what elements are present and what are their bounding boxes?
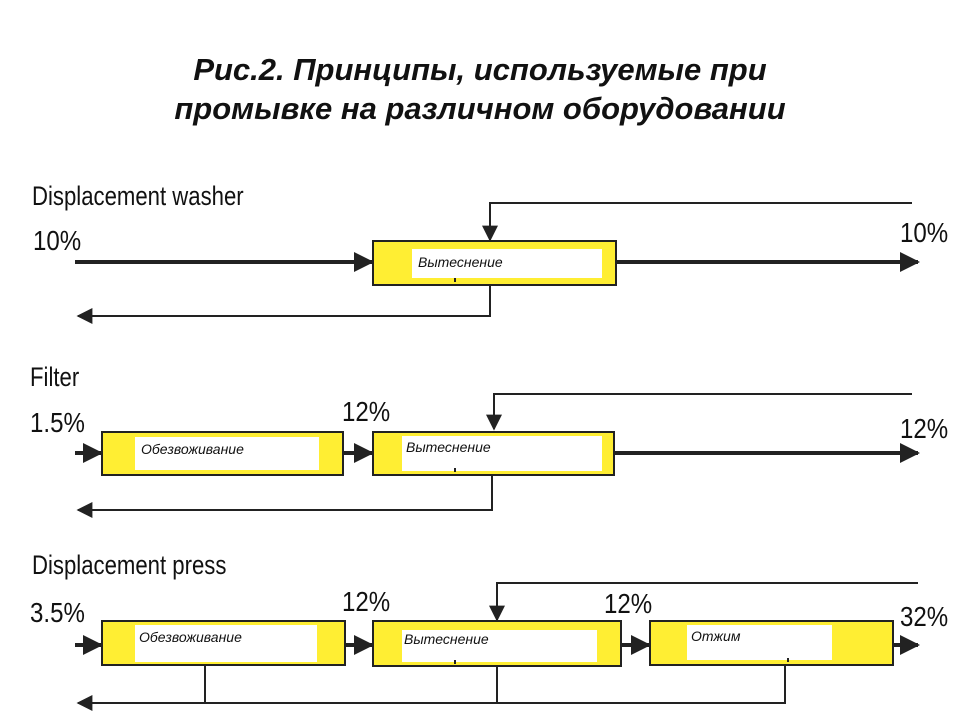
press-mid-consistency-2: 12% [604,588,653,619]
section-heading-displacement-press: Displacement press [32,550,227,580]
stage-label: Вытеснение [404,631,489,647]
washer-stage-displacement [372,240,617,286]
filter-stage-displacement [372,431,615,476]
section-heading-filter: Filter [30,362,80,392]
figure-title-line-2: промывке на различном оборудовании [174,91,786,126]
washer-filtrate-line [78,286,490,316]
stage-tick [454,278,456,282]
filter-wash-water-line [494,394,912,429]
filter-filtrate-line [78,476,492,510]
stage-tick [454,660,456,664]
filter-mid-consistency: 12% [342,396,391,427]
filter-stage-dewatering [101,431,344,476]
press-stage-dewatering [101,620,346,666]
stage-label: Вытеснение [418,254,503,270]
washer-wash-water-line [490,203,912,240]
stage-tick [787,658,789,662]
stage-label: Обезвоживание [139,629,242,645]
stage-label: Отжим [691,628,741,644]
figure-title-line-1: Рис.2. Принципы, используемые при [193,52,767,87]
filter-output-consistency: 12% [900,413,949,444]
washer-output-consistency: 10% [900,217,949,248]
press-mid-consistency-1: 12% [342,586,391,617]
filter-input-consistency: 1.5% [30,407,85,438]
press-filtrate-line [78,666,785,703]
stage-label: Обезвоживание [141,441,244,457]
press-stage-displacement [372,620,622,667]
press-output-consistency: 32% [900,601,949,632]
press-input-consistency: 3.5% [30,597,85,628]
stage-tick [454,468,456,472]
washer-input-consistency: 10% [33,225,82,256]
press-wash-water-line [497,583,918,620]
section-heading-displacement-washer: Displacement washer [32,181,244,211]
stage-label: Вытеснение [406,439,491,455]
press-stage-pressing [649,620,894,666]
